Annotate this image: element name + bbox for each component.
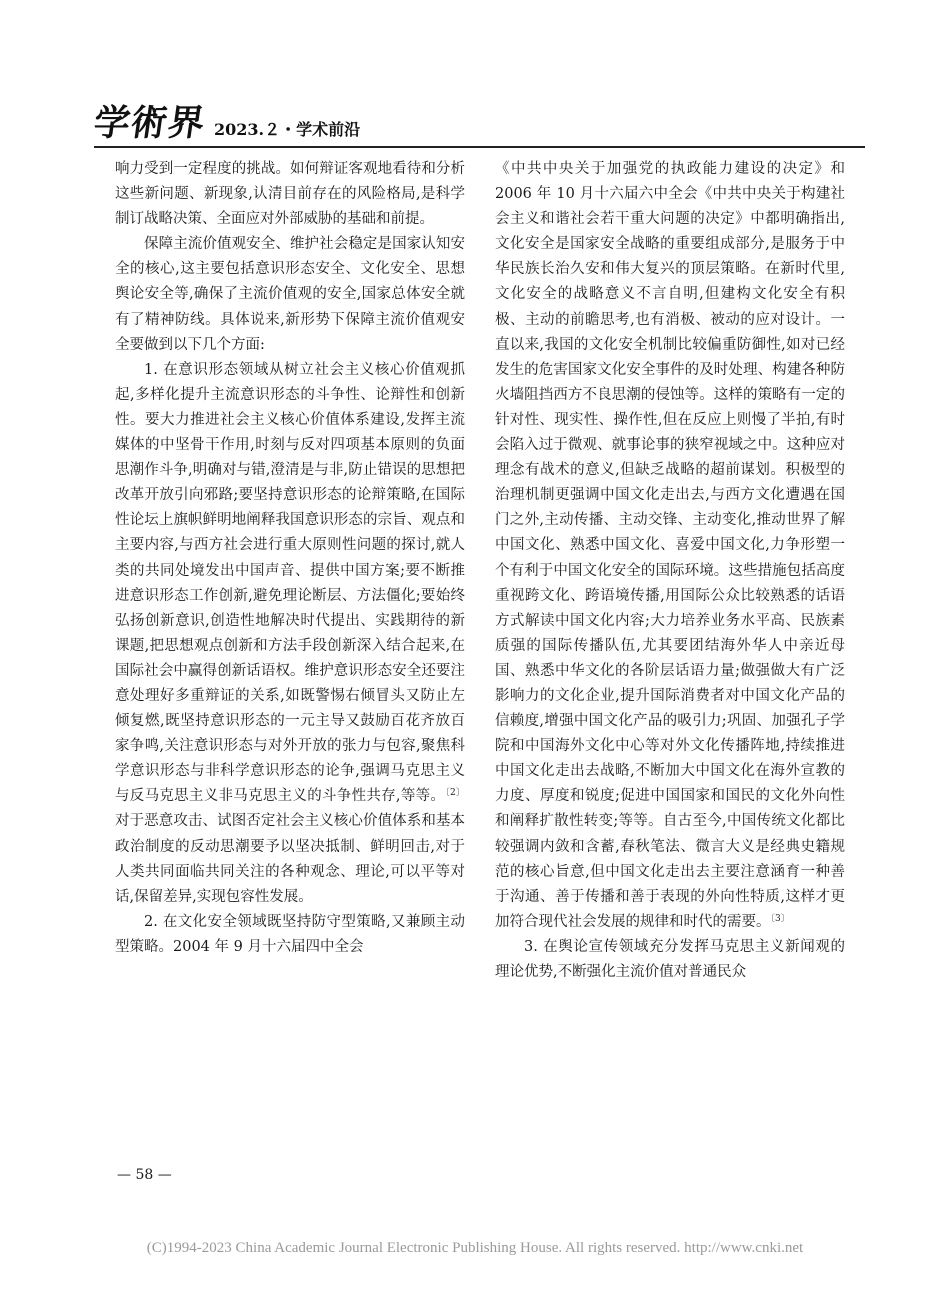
paragraph <box>495 157 845 935</box>
paragraph-text: 《中共中央关于加强党的执政能力建设的决定》和 2006 年 10 月十六届六中全会《中共中央关于构建社会主义和谐社会若干重大问题的决定》中都明确指出,文化安全是国家安全战略的重要组成部分,是服务于中华民族长治久安和伟大复兴的顶层策略。在新时代里,文化安全的战略意义不言自明,但建构文化安全有积极、主动的前瞻思考,也有消极、被动的应对设计。一直以来,我国的文化安全机制比较偏重防御性,如对已经发生的危害国家文化安全事件的及时处理、构建各种防火墙阻挡西方不良思潮的侵蚀等。这样的策略有一定的针对性、现实性、操作性,但在反应上则慢了半拍,有时会陷入过于微观、就事论事的狭窄视域之中。这种应对理念有战术的意义,但缺乏战略的超前谋划。积极型的治理机制更强调中国文化走出去,与西方文化遭遇在国门之外,主动传播、主动交锋、主动变化,推动世界了解中国文化、熟悉中国文化、喜爱中国文化,力争形塑一个有利于中国文化安全的国际环境。这些措施包括高度重视跨文化、跨语境传播,用国际公众比较熟悉的话语方式解读中国文化内容;大力培养业务水平高、民族素质强的国际传播队伍,尤其要团结海外华人中亲近母国、熟悉中华文化的各阶层话语力量;做强做大有广泛影响力的文化企业,提升国际消费者对中国文化产品的信赖度,增强中国文化产品的吸引力;巩固、加强孔子学院和中国海外文化中心等对外文化传播阵地,持续推进中国文化走出去战略,不断加大中国文化在海外宣教的力度、厚度和锐度;促进中国国家和国民的文化外向性和阐释扩散性转变;等等。自古至今,中国传统文化都比较强调内敛和含蓄,春秋笔法、微言大义是经典史籍规范的核心旨意,但中国文化走出去主要注意涵育一种善于沟通、善于传播和善于表现的外向性特质,这样才更加符合现代社会发展的规律和时代的需要。 <box>495 161 845 930</box>
paragraph <box>115 358 465 910</box>
citation-ref: 〔2〕 <box>445 788 466 799</box>
journal-logo: 学術界 <box>91 102 208 144</box>
page-number: — 58 — <box>117 1167 172 1183</box>
copyright-footer: (C)1994-2023 China Academic Journal Electronic Publishing House. All rights reserved. http://www.cnki.net <box>146 1240 804 1256</box>
header-rule <box>94 146 865 148</box>
paragraph-text: 对于恶意攻击、试图否定社会主义核心价值体系和基本政治制度的反动思潮要予以坚决抵制、鲜明回击,对于人类共同面临共同关注的各种观念、理论,可以平等对话,保留差异,实现包容性发展。 <box>115 813 465 905</box>
right-column <box>495 157 845 985</box>
paragraph-text: 1. 在意识形态领域从树立社会主义核心价值观抓起,多样化提升主流意识形态的斗争性、论辩性和创新性。要大力推进社会主义核心价值体系建设,发挥主流媒体的中坚骨干作用,时刻与反对四项基本原则的负面思潮作斗争,明确对与错,澄清是与非,防止错误的思想把改革开放引向邪路;要坚持意识形态的论辩策略,在国际性论坛上旗帜鲜明地阐释我国意识形态的宗旨、观点和主要内容,与西方社会进行重大原则性问题的探讨,就人类的共同处境发出中国声音、提供中国方案;要不断推进意识形态工作创新,避免理论断层、方法僵化;要始终弘扬创新意识,创造性地解决时代提出、实践期待的新课题,把思想观点创新和方法手段创新深入结合起来,在国际社会中赢得创新话语权。维护意识形态安全还要注意处理好多重辩证的关系,如既警惕右倾冒头又防止左倾复燃,既坚持意识形态的一元主导又鼓励百花齐放百家争鸣,关注意识形态与对外开放的张力与包容,聚焦科学意识形态与非科学意识形态的论争,强调马克思主义与反马克思主义非马克思主义的斗争性共存,等等。 <box>115 361 465 805</box>
left-column <box>115 157 465 960</box>
citation-ref: 〔3〕 <box>770 913 790 924</box>
issue-label: 2023.２・学术前沿 <box>214 120 361 139</box>
page-header <box>91 102 864 144</box>
paragraph: 2. 在文化安全领域既坚持防守型策略,又兼顾主动型策略。2004 年 9 月十六届四中全会 <box>115 913 465 955</box>
paragraph: 响力受到一定程度的挑战。如何辩证客观地看待和分析这些新问题、新现象,认清目前存在的风险格局,是科学制订战略决策、全面应对外部威胁的基础和前提。 <box>115 161 465 228</box>
paragraph: 3. 在舆论宣传领域充分发挥马克思主义新闻观的理论优势,不断强化主流价值对普通民众 <box>495 938 845 980</box>
paragraph: 保障主流价值观安全、维护社会稳定是国家认知安全的核心,这主要包括意识形态安全、文化安全、思想舆论安全等,确保了主流价值观的安全,国家总体安全就有了精神防线。具体说来,新形势下保障主流价值观安全要做到以下几个方面: <box>115 236 465 353</box>
